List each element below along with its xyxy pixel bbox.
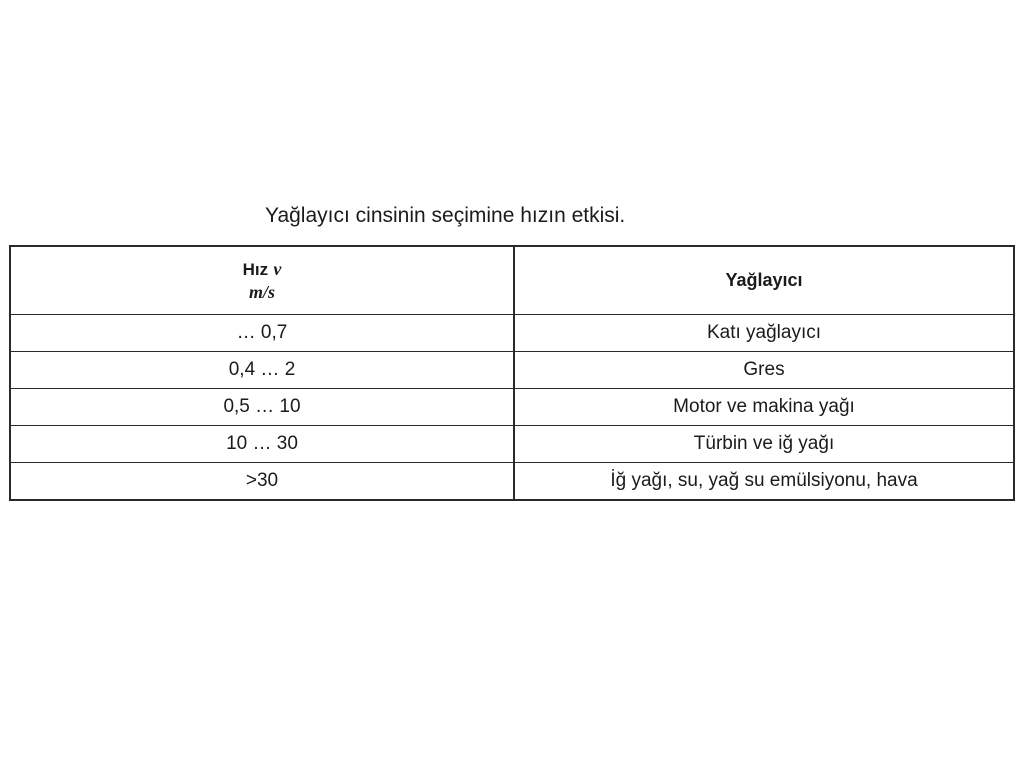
- table-row: [11, 352, 1013, 389]
- lubricant-speed-table: [9, 245, 1015, 501]
- lubricant-cell: Gres: [743, 359, 785, 380]
- lubricant-cell: Türbin ve iğ yağı: [693, 433, 835, 454]
- header-speed-label: Hız: [242, 260, 269, 279]
- table-row: [11, 315, 1013, 352]
- table-row: [11, 389, 1013, 426]
- header-speed-cell: [11, 247, 513, 314]
- header-speed-unit: m/s: [248, 282, 275, 302]
- lubricant-cell: İğ yağı, su, yağ su emülsiyonu, hava: [610, 470, 918, 491]
- table-row: [11, 463, 1013, 499]
- speed-cell: 0,5 … 10: [223, 396, 301, 417]
- table-caption: Yağlayıcı cinsinin seçimine hızın etkisi.: [265, 204, 626, 227]
- speed-cell: >30: [245, 470, 279, 491]
- table-header-row: [11, 247, 1013, 315]
- lubricant-cell: Motor ve makina yağı: [673, 396, 855, 417]
- table-row: [11, 426, 1013, 463]
- header-lubricant-cell: Yağlayıcı: [725, 270, 803, 290]
- lubricant-cell: Katı yağlayıcı: [706, 322, 822, 343]
- speed-cell: … 0,7: [236, 322, 288, 343]
- speed-cell: 10 … 30: [226, 433, 298, 454]
- speed-cell: 0,4 … 2: [228, 359, 296, 380]
- header-speed-symbol: v: [273, 259, 282, 279]
